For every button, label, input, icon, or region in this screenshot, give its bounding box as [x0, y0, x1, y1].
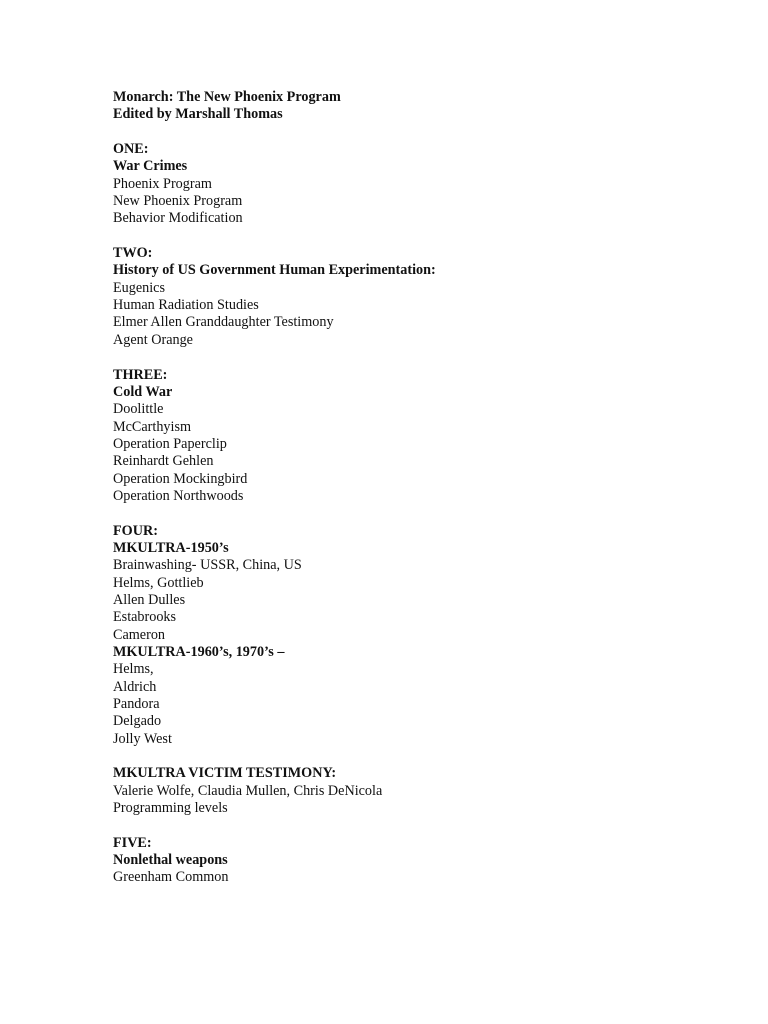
spacer	[113, 748, 733, 765]
section-number: THREE:	[113, 366, 168, 383]
list-item: Human Radiation Studies	[113, 297, 259, 314]
list-item: New Phoenix Program	[113, 193, 243, 210]
list-item: Aldrich	[113, 678, 157, 695]
list-item: Pandora	[113, 696, 160, 713]
section-number: TWO:	[113, 245, 153, 262]
section-number: ONE:	[113, 141, 149, 158]
spacer	[113, 228, 733, 245]
section-one	[113, 141, 733, 228]
list-item: McCarthyism	[113, 418, 192, 435]
spacer	[113, 505, 733, 522]
list-item: Phoenix Program	[113, 175, 212, 192]
section-number: FOUR:	[113, 522, 158, 539]
section-two	[113, 245, 733, 349]
list-item: Operation Mockingbird	[113, 470, 248, 487]
section-four	[113, 523, 733, 748]
section-number: FIVE:	[113, 834, 152, 851]
section-victim-testimony	[113, 765, 733, 817]
list-item: Helms,	[113, 661, 154, 678]
section-subheading: MKULTRA-1960’s, 1970’s –	[113, 644, 285, 660]
section-heading: Nonlethal weapons	[113, 852, 228, 869]
list-item: Helms, Gottlieb	[113, 574, 204, 591]
list-item: Agent Orange	[113, 331, 193, 348]
list-item: Jolly West	[113, 730, 172, 747]
section-three	[113, 367, 733, 506]
section-five	[113, 835, 733, 887]
document-title: Monarch: The New Phoenix Program	[113, 89, 341, 105]
list-item: Elmer Allen Granddaughter Testimony	[113, 314, 334, 331]
list-item: Greenham Common	[113, 869, 229, 886]
spacer	[113, 817, 733, 834]
list-item: Doolittle	[113, 401, 164, 418]
spacer	[113, 349, 733, 366]
section-heading: War Crimes	[113, 158, 188, 175]
list-item: Programming levels	[113, 800, 228, 817]
list-item: Eugenics	[113, 279, 166, 296]
list-item: Cameron	[113, 626, 166, 643]
list-item: Brainwashing- USSR, China, US	[113, 557, 302, 574]
list-item: Allen Dulles	[113, 591, 186, 608]
list-item: Behavior Modification	[113, 210, 243, 227]
list-item: Operation Paperclip	[113, 435, 227, 452]
document-page	[113, 89, 733, 887]
section-heading: Cold War	[113, 383, 173, 400]
section-heading: MKULTRA-1950’s	[113, 539, 229, 556]
list-item: Delgado	[113, 713, 162, 730]
list-item: Operation Northwoods	[113, 487, 244, 504]
list-item: Estabrooks	[113, 609, 177, 626]
section-heading: MKULTRA VICTIM TESTIMONY:	[113, 765, 337, 782]
list-item: Valerie Wolfe, Claudia Mullen, Chris DeNicola	[113, 782, 383, 799]
document-editor: Edited by Marshall Thomas	[113, 106, 283, 123]
spacer	[113, 124, 733, 141]
section-heading: History of US Government Human Experimentation:	[113, 262, 436, 279]
list-item: Reinhardt Gehlen	[113, 453, 214, 470]
